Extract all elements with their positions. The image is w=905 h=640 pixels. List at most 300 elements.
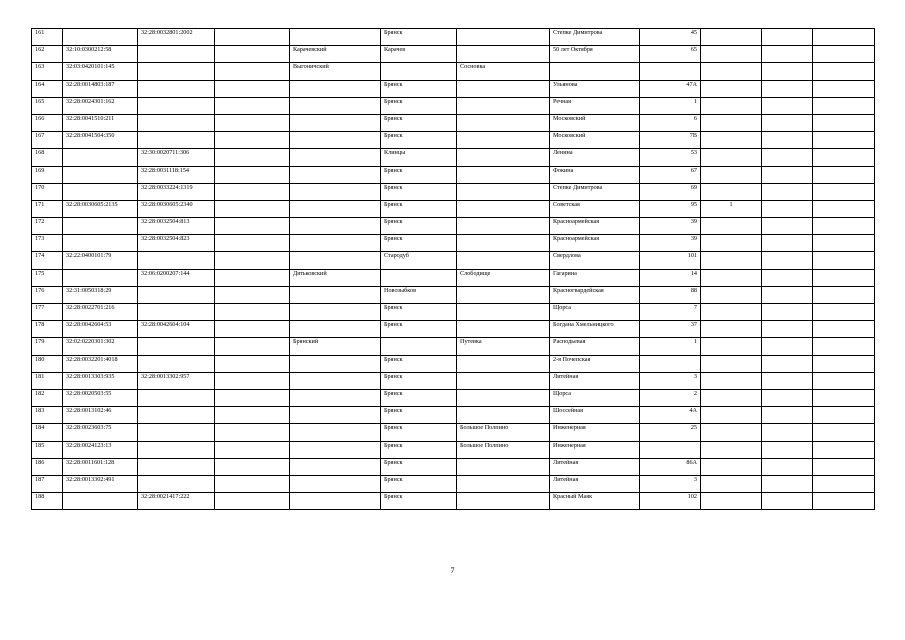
- cell-settlement: [457, 458, 550, 475]
- cell-house: 95: [640, 200, 701, 217]
- cell-apartment: [701, 338, 762, 355]
- cell-col-11: [762, 424, 813, 441]
- cell-row-number: 178: [32, 321, 63, 338]
- cell-col-12: [813, 475, 875, 492]
- cell-house: 47А: [640, 80, 701, 97]
- cell-city: Брянск: [381, 424, 457, 441]
- cell-cadastral-number: [63, 269, 138, 286]
- cell-district: [290, 183, 381, 200]
- cell-col-11: [762, 166, 813, 183]
- cell-extra: [215, 458, 290, 475]
- cell-row-number: 174: [32, 252, 63, 269]
- cell-city: Карачев: [381, 46, 457, 63]
- cell-street: Инженерная: [550, 441, 640, 458]
- cell-cadastral-number-2: 32:28:0032801:2002: [138, 29, 215, 46]
- cell-street: Фокина: [550, 166, 640, 183]
- cell-house: 7: [640, 304, 701, 321]
- cell-col-12: [813, 338, 875, 355]
- cell-extra: [215, 355, 290, 372]
- cell-apartment: [701, 441, 762, 458]
- cell-settlement: [457, 475, 550, 492]
- cell-col-11: [762, 441, 813, 458]
- cell-extra: [215, 183, 290, 200]
- cell-row-number: 187: [32, 475, 63, 492]
- cell-district: [290, 166, 381, 183]
- cell-cadastral-number-2: 32:28:0032504:813: [138, 218, 215, 235]
- cell-apartment: [701, 252, 762, 269]
- cell-cadastral-number: 32:28:0030605:2135: [63, 200, 138, 217]
- table-row: [32, 218, 875, 235]
- cell-cadastral-number-2: [138, 389, 215, 406]
- cell-col-12: [813, 97, 875, 114]
- cell-extra: [215, 338, 290, 355]
- cell-apartment: [701, 29, 762, 46]
- cell-cadastral-number: 32:28:0041504:350: [63, 132, 138, 149]
- cell-apartment: [701, 183, 762, 200]
- cell-district: [290, 372, 381, 389]
- cell-street: Московский: [550, 114, 640, 131]
- cell-apartment: [701, 304, 762, 321]
- cell-col-12: [813, 183, 875, 200]
- cell-street: Московский: [550, 132, 640, 149]
- cell-row-number: 168: [32, 149, 63, 166]
- cell-col-12: [813, 80, 875, 97]
- cell-house: 39: [640, 218, 701, 235]
- cell-district: [290, 252, 381, 269]
- cell-cadastral-number-2: [138, 441, 215, 458]
- cell-extra: [215, 304, 290, 321]
- cell-apartment: [701, 372, 762, 389]
- cell-extra: [215, 97, 290, 114]
- cell-city: Брянск: [381, 166, 457, 183]
- cell-col-11: [762, 475, 813, 492]
- cell-row-number: 172: [32, 218, 63, 235]
- cell-apartment: [701, 355, 762, 372]
- cell-street: Красный Маяк: [550, 493, 640, 510]
- cell-cadastral-number: 32:22:0400101:79: [63, 252, 138, 269]
- table-row: [32, 166, 875, 183]
- cell-cadastral-number: 32:02:0220301:302: [63, 338, 138, 355]
- cell-cadastral-number-2: [138, 475, 215, 492]
- cell-col-12: [813, 493, 875, 510]
- cell-row-number: 162: [32, 46, 63, 63]
- table-row: [32, 63, 875, 80]
- cell-col-11: [762, 493, 813, 510]
- table-row: [32, 304, 875, 321]
- table-row: [32, 252, 875, 269]
- cell-col-11: [762, 218, 813, 235]
- cell-row-number: 181: [32, 372, 63, 389]
- table-row: [32, 355, 875, 372]
- cell-settlement: [457, 304, 550, 321]
- table-row: [32, 458, 875, 475]
- cell-col-11: [762, 407, 813, 424]
- cell-extra: [215, 372, 290, 389]
- cell-street: Щорса: [550, 304, 640, 321]
- cell-district: [290, 149, 381, 166]
- cell-col-11: [762, 132, 813, 149]
- cell-col-11: [762, 269, 813, 286]
- cell-cadastral-number: [63, 493, 138, 510]
- cell-cadastral-number: 32:28:0024301:162: [63, 97, 138, 114]
- table-row: [32, 46, 875, 63]
- cell-house: 37: [640, 321, 701, 338]
- cell-city: Брянск: [381, 355, 457, 372]
- cell-house: 6: [640, 114, 701, 131]
- cell-row-number: 171: [32, 200, 63, 217]
- cell-city: Брянск: [381, 80, 457, 97]
- cell-cadastral-number: 32:28:0011601:128: [63, 458, 138, 475]
- cell-apartment: [701, 493, 762, 510]
- cell-district: [290, 407, 381, 424]
- cell-col-12: [813, 200, 875, 217]
- cell-row-number: 163: [32, 63, 63, 80]
- cell-city: Брянск: [381, 304, 457, 321]
- cell-cadastral-number: 32:28:0022701:216: [63, 304, 138, 321]
- cell-cadastral-number: [63, 29, 138, 46]
- cell-col-11: [762, 63, 813, 80]
- cell-extra: [215, 252, 290, 269]
- cell-district: [290, 218, 381, 235]
- cell-street: Ленина: [550, 149, 640, 166]
- cell-col-12: [813, 149, 875, 166]
- cell-col-11: [762, 149, 813, 166]
- cell-col-11: [762, 200, 813, 217]
- table-row: [32, 29, 875, 46]
- cell-city: Брянск: [381, 29, 457, 46]
- cell-city: [381, 269, 457, 286]
- cell-col-11: [762, 458, 813, 475]
- cell-district: [290, 29, 381, 46]
- cell-settlement: [457, 29, 550, 46]
- table-body: [32, 29, 875, 510]
- cell-house: 39: [640, 235, 701, 252]
- cell-district: [290, 424, 381, 441]
- cell-settlement: [457, 149, 550, 166]
- cell-col-12: [813, 321, 875, 338]
- cell-district: Выгоничский: [290, 63, 381, 80]
- cell-street: Литейная: [550, 475, 640, 492]
- cell-col-11: [762, 97, 813, 114]
- cell-street: Красноармейская: [550, 218, 640, 235]
- cell-settlement: [457, 355, 550, 372]
- cell-city: Брянск: [381, 493, 457, 510]
- cell-cadastral-number: 32:28:0041510:211: [63, 114, 138, 131]
- cell-house: 1: [640, 97, 701, 114]
- cell-extra: [215, 29, 290, 46]
- cell-col-12: [813, 114, 875, 131]
- cell-col-12: [813, 235, 875, 252]
- cell-row-number: 184: [32, 424, 63, 441]
- cell-row-number: 170: [32, 183, 63, 200]
- cell-house: [640, 441, 701, 458]
- cell-row-number: 161: [32, 29, 63, 46]
- cell-district: [290, 458, 381, 475]
- cell-street: Степке Димитрова: [550, 183, 640, 200]
- cell-street: Богдана Хмельницкого: [550, 321, 640, 338]
- cell-row-number: 165: [32, 97, 63, 114]
- cell-col-12: [813, 132, 875, 149]
- cell-house: 2: [640, 389, 701, 406]
- cell-col-12: [813, 29, 875, 46]
- cell-settlement: [457, 235, 550, 252]
- cell-extra: [215, 218, 290, 235]
- cell-cadastral-number-2: [138, 97, 215, 114]
- cell-cadastral-number: 32:28:0023603:75: [63, 424, 138, 441]
- cell-cadastral-number: 32:28:0020503:55: [63, 389, 138, 406]
- cell-row-number: 167: [32, 132, 63, 149]
- cell-cadastral-number-2: [138, 407, 215, 424]
- cell-district: [290, 200, 381, 217]
- cell-col-12: [813, 63, 875, 80]
- cell-col-12: [813, 166, 875, 183]
- cell-extra: [215, 63, 290, 80]
- cell-row-number: 169: [32, 166, 63, 183]
- cell-cadastral-number-2: [138, 114, 215, 131]
- cell-col-11: [762, 252, 813, 269]
- cell-row-number: 185: [32, 441, 63, 458]
- cell-apartment: [701, 321, 762, 338]
- cell-col-11: [762, 321, 813, 338]
- cell-city: Брянск: [381, 441, 457, 458]
- cell-extra: [215, 114, 290, 131]
- cell-cadastral-number-2: [138, 252, 215, 269]
- cell-house: 88: [640, 286, 701, 303]
- cell-settlement: [457, 132, 550, 149]
- cell-district: [290, 286, 381, 303]
- cell-extra: [215, 493, 290, 510]
- cell-house: 14: [640, 269, 701, 286]
- cell-house: 3: [640, 475, 701, 492]
- cell-settlement: [457, 321, 550, 338]
- cell-district: [290, 114, 381, 131]
- cell-row-number: 173: [32, 235, 63, 252]
- cell-house: [640, 355, 701, 372]
- cell-cadastral-number-2: [138, 304, 215, 321]
- table-row: [32, 200, 875, 217]
- cell-cadastral-number-2: 32:28:0031118:154: [138, 166, 215, 183]
- cell-col-11: [762, 372, 813, 389]
- cell-col-12: [813, 372, 875, 389]
- cell-row-number: 164: [32, 80, 63, 97]
- cell-apartment: [701, 424, 762, 441]
- cell-house: 67: [640, 166, 701, 183]
- cell-street: Степке Димитрова: [550, 29, 640, 46]
- cell-house: 7В: [640, 132, 701, 149]
- table-row: [32, 372, 875, 389]
- cell-col-11: [762, 29, 813, 46]
- table-row: [32, 424, 875, 441]
- cell-district: [290, 132, 381, 149]
- table-row: [32, 389, 875, 406]
- cell-street: Литейная: [550, 372, 640, 389]
- cell-city: Брянск: [381, 458, 457, 475]
- cell-street: Ульянова: [550, 80, 640, 97]
- table-row: [32, 441, 875, 458]
- cell-apartment: [701, 218, 762, 235]
- cell-col-12: [813, 355, 875, 372]
- cell-col-11: [762, 80, 813, 97]
- cell-city: Стародуб: [381, 252, 457, 269]
- cell-col-12: [813, 46, 875, 63]
- cell-district: Дятьковский: [290, 269, 381, 286]
- cell-settlement: [457, 97, 550, 114]
- table-row: [32, 338, 875, 355]
- cell-city: Новозыбков: [381, 286, 457, 303]
- cell-row-number: 183: [32, 407, 63, 424]
- cell-district: [290, 80, 381, 97]
- cell-cadastral-number: [63, 235, 138, 252]
- cell-city: Брянск: [381, 235, 457, 252]
- cell-row-number: 188: [32, 493, 63, 510]
- cell-col-12: [813, 252, 875, 269]
- cell-street: Красногвардейская: [550, 286, 640, 303]
- cell-apartment: [701, 80, 762, 97]
- cell-col-11: [762, 338, 813, 355]
- cell-city: Брянск: [381, 183, 457, 200]
- cell-city: Брянск: [381, 132, 457, 149]
- cell-district: [290, 475, 381, 492]
- cell-settlement: [457, 183, 550, 200]
- cell-settlement: Путевка: [457, 338, 550, 355]
- cell-col-12: [813, 269, 875, 286]
- cell-house: 86А: [640, 458, 701, 475]
- cell-apartment: [701, 407, 762, 424]
- cell-house: 25: [640, 424, 701, 441]
- address-table: [31, 28, 875, 510]
- cell-settlement: Большое Полпино: [457, 424, 550, 441]
- cell-extra: [215, 46, 290, 63]
- cell-cadastral-number: 32:28:0042604:53: [63, 321, 138, 338]
- cell-extra: [215, 166, 290, 183]
- cell-cadastral-number-2: [138, 338, 215, 355]
- cell-district: Карачевский: [290, 46, 381, 63]
- cell-street: Литейная: [550, 458, 640, 475]
- cell-col-12: [813, 304, 875, 321]
- cell-apartment: [701, 235, 762, 252]
- cell-extra: [215, 475, 290, 492]
- cell-district: [290, 355, 381, 372]
- table-row: [32, 286, 875, 303]
- cell-col-11: [762, 304, 813, 321]
- cell-house: [640, 63, 701, 80]
- cell-street: 2-я Почепская: [550, 355, 640, 372]
- cell-cadastral-number: 32:28:0013303:935: [63, 372, 138, 389]
- cell-col-11: [762, 46, 813, 63]
- cell-cadastral-number-2: [138, 132, 215, 149]
- cell-city: Брянск: [381, 389, 457, 406]
- cell-cadastral-number-2: [138, 286, 215, 303]
- cell-extra: [215, 441, 290, 458]
- cell-apartment: [701, 166, 762, 183]
- cell-cadastral-number: 32:31:0050318:29: [63, 286, 138, 303]
- cell-cadastral-number: 32:28:0013302:491: [63, 475, 138, 492]
- cell-cadastral-number-2: 32:28:0032504:823: [138, 235, 215, 252]
- cell-district: Брянский: [290, 338, 381, 355]
- cell-col-12: [813, 218, 875, 235]
- cell-apartment: [701, 132, 762, 149]
- cell-district: [290, 235, 381, 252]
- cell-house: 4А: [640, 407, 701, 424]
- cell-city: [381, 63, 457, 80]
- cell-row-number: 186: [32, 458, 63, 475]
- cell-col-11: [762, 389, 813, 406]
- cell-district: [290, 97, 381, 114]
- cell-cadastral-number-2: 32:28:0033224:1319: [138, 183, 215, 200]
- cell-district: [290, 321, 381, 338]
- table-row: [32, 80, 875, 97]
- cell-cadastral-number-2: 32:28:0021417:222: [138, 493, 215, 510]
- cell-settlement: [457, 493, 550, 510]
- cell-col-11: [762, 183, 813, 200]
- cell-settlement: [457, 46, 550, 63]
- cell-apartment: [701, 286, 762, 303]
- cell-settlement: [457, 372, 550, 389]
- table-row: [32, 132, 875, 149]
- table-row: [32, 235, 875, 252]
- cell-cadastral-number-2: 32:06:0200207:144: [138, 269, 215, 286]
- cell-settlement: Большое Полпино: [457, 441, 550, 458]
- cell-city: Брянск: [381, 475, 457, 492]
- cell-street: [550, 63, 640, 80]
- table-row: [32, 269, 875, 286]
- cell-settlement: Сосновка: [457, 63, 550, 80]
- cell-apartment: [701, 389, 762, 406]
- cell-street: Советская: [550, 200, 640, 217]
- cell-district: [290, 441, 381, 458]
- cell-house: 53: [640, 149, 701, 166]
- cell-cadastral-number-2: 32:30:0020711:306: [138, 149, 215, 166]
- cell-apartment: 1: [701, 200, 762, 217]
- cell-col-11: [762, 114, 813, 131]
- cell-cadastral-number-2: [138, 458, 215, 475]
- cell-house: 65: [640, 46, 701, 63]
- cell-settlement: [457, 252, 550, 269]
- cell-settlement: [457, 389, 550, 406]
- cell-cadastral-number: 32:10:0300212:58: [63, 46, 138, 63]
- cell-col-11: [762, 235, 813, 252]
- cell-street: 50 лет Октября: [550, 46, 640, 63]
- cell-row-number: 177: [32, 304, 63, 321]
- cell-district: [290, 389, 381, 406]
- cell-apartment: [701, 149, 762, 166]
- cell-apartment: [701, 269, 762, 286]
- cell-district: [290, 493, 381, 510]
- cell-row-number: 176: [32, 286, 63, 303]
- cell-street: Шоссейная: [550, 407, 640, 424]
- cell-settlement: [457, 286, 550, 303]
- cell-extra: [215, 149, 290, 166]
- cell-cadastral-number: 32:28:0032201:4018: [63, 355, 138, 372]
- cell-cadastral-number-2: 32:28:0042604:104: [138, 321, 215, 338]
- page-number: 7: [450, 566, 455, 575]
- cell-settlement: [457, 166, 550, 183]
- table-row: [32, 97, 875, 114]
- cell-settlement: [457, 114, 550, 131]
- cell-cadastral-number-2: [138, 46, 215, 63]
- cell-settlement: Слободище: [457, 269, 550, 286]
- cell-city: Брянск: [381, 218, 457, 235]
- cell-house: 3: [640, 372, 701, 389]
- cell-extra: [215, 389, 290, 406]
- cell-district: [290, 304, 381, 321]
- cell-city: Брянск: [381, 97, 457, 114]
- cell-extra: [215, 235, 290, 252]
- cell-apartment: [701, 475, 762, 492]
- cell-extra: [215, 132, 290, 149]
- cell-row-number: 166: [32, 114, 63, 131]
- cell-apartment: [701, 114, 762, 131]
